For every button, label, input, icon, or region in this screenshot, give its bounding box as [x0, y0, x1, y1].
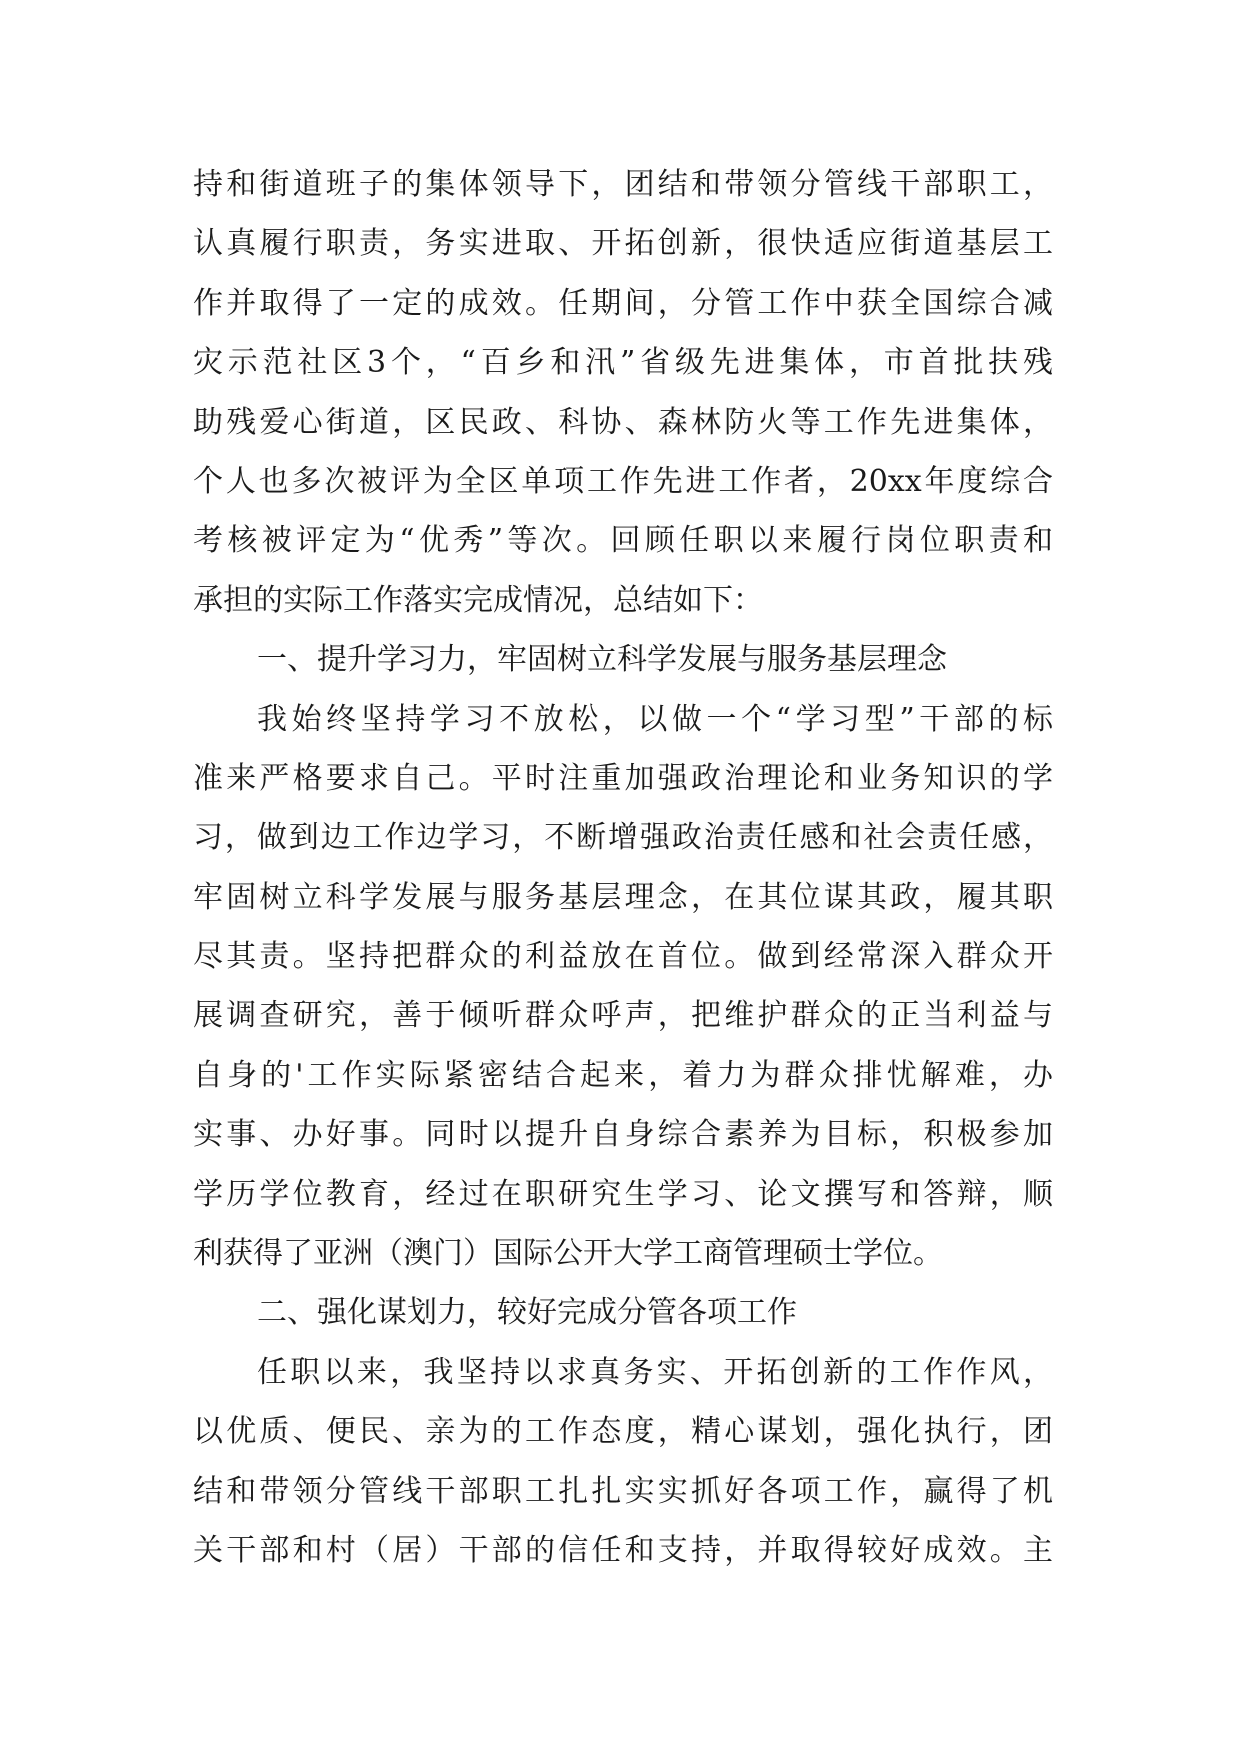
document-body [193, 155, 1053, 1580]
text-line: 结和带领分管线干部职工扎扎实实抓好各项工作，赢得了机 [193, 1473, 1053, 1509]
text-line: 自身的'工作实际紧密结合起来，着力为群众排忧解难，办 [193, 1057, 1053, 1093]
text-line: 牢固树立科学发展与服务基层理念，在其位谋其政，履其职 [193, 879, 1053, 915]
text-line: 以优质、便民、亲为的工作态度，精心谋划，强化执行，团 [193, 1414, 1053, 1450]
text-line: 认真履行职责，务实进取、开拓创新，很快适应街道基层工 [193, 226, 1053, 262]
text-line: 展调查研究，善于倾听群众呼声，把维护群众的正当利益与 [193, 998, 1053, 1034]
text-line: 二、强化谋划力，较好完成分管各项工作 [257, 1295, 797, 1331]
text-line: 持和街道班子的集体领导下，团结和带领分管线干部职工， [193, 167, 1053, 202]
text-line: 承担的实际工作落实完成情况，总结如下： [193, 582, 763, 618]
text-line: 尽其责。坚持把群众的利益放在首位。做到经常深入群众开 [193, 939, 1053, 975]
text-line: 考核被评定为“优秀”等次。回顾任职以来履行岗位职责和 [193, 523, 1053, 559]
text-line: 助残爱心街道，区民政、科协、森林防火等工作先进集体， [193, 404, 1053, 440]
text-line: 灾示范社区3个，“百乡和汛”省级先进集体，市首批扶残 [193, 345, 1053, 381]
text-line: 利获得了亚洲（澳门）国际公开大学工商管理硕士学位。 [193, 1236, 943, 1272]
text-line: 一、提升学习力，牢固树立科学发展与服务基层理念 [257, 642, 947, 678]
text-line: 个人也多次被评为全区单项工作先进工作者，20xx年度综合 [193, 463, 1053, 499]
text-line: 作并取得了一定的成效。任期间，分管工作中获全国综合减 [193, 285, 1053, 321]
text-line: 学历学位教育，经过在职研究生学习、论文撰写和答辩，顺 [193, 1176, 1053, 1212]
text-line: 关干部和村（居）干部的信任和支持，并取得较好成效。主 [193, 1532, 1053, 1568]
text-line: 准来严格要求自己。平时注重加强政治理论和业务知识的学 [193, 760, 1053, 796]
text-line: 我始终坚持学习不放松，以做一个“学习型”干部的标 [257, 701, 1053, 737]
text-line: 实事、办好事。同时以提升自身综合素养为目标，积极参加 [193, 1117, 1053, 1153]
text-line: 任职以来，我坚持以求真务实、开拓创新的工作作风， [257, 1354, 1053, 1390]
text-line: 习，做到边工作边学习，不断增强政治责任感和社会责任感， [193, 820, 1053, 856]
